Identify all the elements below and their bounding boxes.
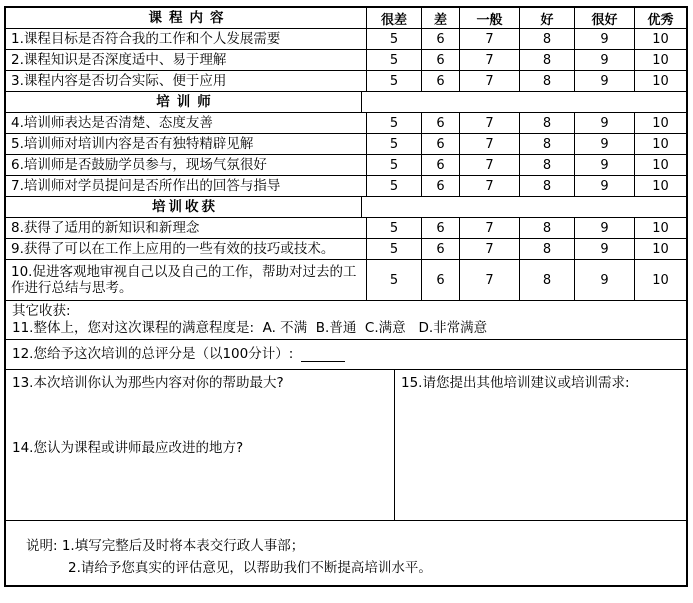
question-row-7 [6, 175, 686, 196]
score-option[interactable]: 5 [366, 113, 421, 133]
score-option[interactable]: 8 [519, 239, 574, 259]
question-11-satisfaction: 11.整体上，您对这次课程的满意程度是: A. 不满 B.普通 C.满意 D.非常满意 [12, 320, 488, 336]
score-option[interactable]: 10 [634, 176, 686, 196]
score-option[interactable]: 5 [366, 29, 421, 49]
score-option[interactable]: 7 [459, 260, 519, 300]
training-evaluation-form [4, 6, 688, 587]
score-option[interactable]: 10 [634, 71, 686, 91]
score-option[interactable]: 10 [634, 29, 686, 49]
score-option[interactable]: 5 [366, 155, 421, 175]
question-text: 9.获得了可以在工作上应用的一些有效的技巧或技术。 [11, 241, 335, 257]
question-14: 14.您认为课程或讲师最应改进的地方? [12, 440, 244, 456]
score-option[interactable]: 6 [421, 239, 459, 259]
score-option[interactable]: 5 [366, 239, 421, 259]
score-option[interactable]: 6 [421, 134, 459, 154]
score-option[interactable]: 5 [366, 176, 421, 196]
other-gains-cell [6, 301, 686, 339]
question-row-4 [6, 112, 686, 133]
score-option[interactable]: 9 [574, 29, 634, 49]
question-row-8 [6, 217, 686, 238]
question-row-2 [6, 49, 686, 70]
score-option[interactable]: 9 [574, 260, 634, 300]
notes-row [6, 520, 686, 585]
score-option[interactable]: 7 [459, 71, 519, 91]
question-text: 10.促进客观地审视自己以及自己的工作，帮助对过去的工作进行总结与思考。 [11, 264, 357, 296]
score-option[interactable]: 9 [574, 134, 634, 154]
section-row-gains [6, 196, 686, 217]
rating-header-very-good: 很好 [574, 8, 634, 28]
score-option[interactable]: 9 [574, 218, 634, 238]
score-option[interactable]: 10 [634, 218, 686, 238]
question-row-10 [6, 259, 686, 300]
score-option[interactable]: 10 [634, 50, 686, 70]
question-12-total-score: 12.您给予这次培训的总评分是（以100分计）: [12, 346, 298, 362]
rating-header-excellent: 优秀 [634, 8, 686, 28]
score-option[interactable]: 8 [519, 113, 574, 133]
open-answer-cell-13-14[interactable] [6, 370, 394, 520]
open-questions-row [6, 369, 686, 520]
question-row-3 [6, 70, 686, 91]
score-option[interactable]: 9 [574, 50, 634, 70]
question-text: 6.培训师是否鼓励学员参与，现场气氛很好 [11, 157, 267, 173]
score-option[interactable]: 6 [421, 218, 459, 238]
score-option[interactable]: 8 [519, 134, 574, 154]
score-option[interactable]: 8 [519, 218, 574, 238]
score-option[interactable]: 5 [366, 260, 421, 300]
question-text: 5.培训师对培训内容是否有独特精辟见解 [11, 136, 254, 152]
score-option[interactable]: 5 [366, 218, 421, 238]
score-option[interactable]: 8 [519, 71, 574, 91]
score-option[interactable]: 9 [574, 239, 634, 259]
section-title-gains: 培训收获 [152, 199, 218, 215]
question-13: 13.本次培训你认为那些内容对你的帮助最大? [12, 375, 284, 391]
rating-header-good: 好 [519, 8, 574, 28]
total-score-cell [6, 340, 686, 369]
empty-cell [361, 92, 686, 112]
notes-line-2: 2.请给予您真实的评估意见，以帮助我们不断提高培训水平。 [68, 560, 432, 576]
score-option[interactable]: 7 [459, 50, 519, 70]
score-option[interactable]: 5 [366, 134, 421, 154]
score-option[interactable]: 6 [421, 113, 459, 133]
score-option[interactable]: 6 [421, 155, 459, 175]
score-option[interactable]: 9 [574, 113, 634, 133]
question-row-9 [6, 238, 686, 259]
score-option[interactable]: 8 [519, 260, 574, 300]
question-row-1 [6, 28, 686, 49]
score-option[interactable]: 10 [634, 239, 686, 259]
score-option[interactable]: 6 [421, 50, 459, 70]
section-title-trainer: 培训师 [156, 94, 218, 110]
question-row-6 [6, 154, 686, 175]
score-option[interactable]: 7 [459, 239, 519, 259]
score-option[interactable]: 5 [366, 71, 421, 91]
question-text: 2.课程知识是否深度适中、易于理解 [11, 52, 227, 68]
score-option[interactable]: 8 [519, 29, 574, 49]
score-option[interactable]: 10 [634, 260, 686, 300]
question-text: 7.培训师对学员提问是否所作出的回答与指导 [11, 178, 281, 194]
other-gains-label: 其它收获: [12, 303, 71, 319]
total-score-blank-line[interactable] [301, 348, 345, 362]
question-text: 4.培训师表达是否清楚、态度友善 [11, 115, 213, 131]
question-row-5 [6, 133, 686, 154]
empty-cell [361, 197, 686, 217]
score-option[interactable]: 7 [459, 113, 519, 133]
question-text: 8.获得了适用的新知识和新理念 [11, 220, 200, 236]
score-option[interactable]: 9 [574, 176, 634, 196]
column-header-course-content: 课程内容 [148, 10, 231, 26]
rating-header-average: 一般 [459, 8, 519, 28]
score-option[interactable]: 7 [459, 155, 519, 175]
score-option[interactable]: 10 [634, 113, 686, 133]
score-option[interactable]: 9 [574, 155, 634, 175]
score-option[interactable]: 8 [519, 176, 574, 196]
score-option[interactable]: 10 [634, 155, 686, 175]
section-row-trainer [6, 91, 686, 112]
notes-line-1: 说明: 1.填写完整后及时将本表交行政人事部； [26, 538, 305, 554]
score-option[interactable]: 5 [366, 50, 421, 70]
open-answer-cell-15[interactable] [394, 370, 686, 520]
notes-cell [6, 521, 686, 585]
score-option[interactable]: 10 [634, 134, 686, 154]
question-row-12 [6, 339, 686, 369]
score-option[interactable]: 8 [519, 50, 574, 70]
score-option[interactable]: 6 [421, 71, 459, 91]
score-option[interactable]: 7 [459, 29, 519, 49]
score-option[interactable]: 6 [421, 29, 459, 49]
score-option[interactable]: 7 [459, 134, 519, 154]
score-option[interactable]: 7 [459, 176, 519, 196]
table-header-row [6, 8, 686, 28]
score-option[interactable]: 7 [459, 218, 519, 238]
score-option[interactable]: 6 [421, 176, 459, 196]
rating-header-poor: 差 [421, 8, 459, 28]
other-gains-row [6, 300, 686, 339]
rating-header-very-poor: 很差 [366, 8, 421, 28]
question-text: 3.课程内容是否切合实际、便于应用 [11, 73, 227, 89]
score-option[interactable]: 8 [519, 155, 574, 175]
question-15: 15.请您提出其他培训建议或培训需求: [401, 375, 630, 391]
score-option[interactable]: 9 [574, 71, 634, 91]
score-option[interactable]: 6 [421, 260, 459, 300]
question-text: 1.课程目标是否符合我的工作和个人发展需要 [11, 31, 281, 47]
